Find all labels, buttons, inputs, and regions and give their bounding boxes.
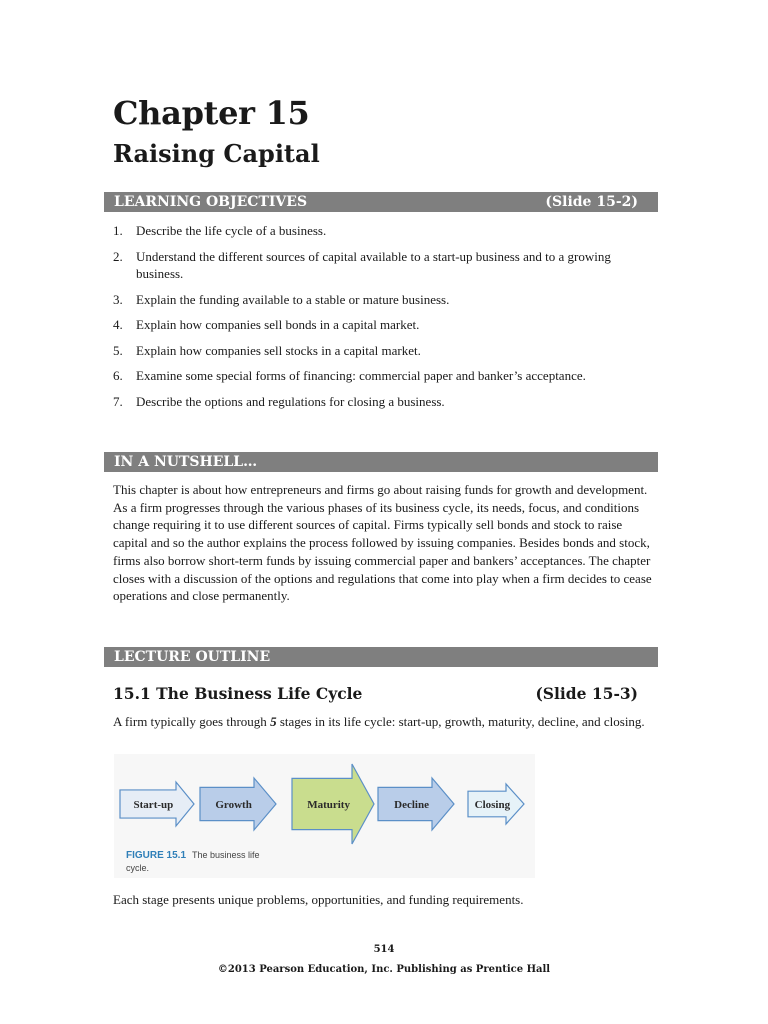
figure-caption <box>126 849 276 874</box>
section-heading <box>113 684 638 703</box>
copyright-notice: ©2013 Pearson Education, Inc. Publishing as Prentice Hall <box>217 964 551 975</box>
figure-caption-text: The business life cycle. <box>126 850 260 873</box>
section-slide-ref: (Slide 15-3) <box>535 684 638 703</box>
nutshell-paragraph: This chapter is about how entrepreneurs and firms go about raising funds for growth and development. As a firm progresses through the various phases of its business cycle, its needs, focus, and conditions change requiring it to use different sources of capital. Firms typically sell bonds and stock to raise capital and so the author explains the process followed by issuing companies. Besides bonds and stock, firms also borrow short-term funds by issuing commercial paper and bankers’ acceptances. The chapter closes with a discussion of the options and regulations that come into play when a firm decides to cease operations and close permanently. <box>113 482 652 604</box>
objective-item <box>113 367 653 385</box>
learning-objectives-list <box>113 222 653 418</box>
stage-label: Maturity <box>307 799 350 811</box>
learning-objectives-slide-ref: (Slide 15-2) <box>545 194 638 210</box>
section-title: 15.1 The Business Life Cycle <box>113 684 363 703</box>
learning-objectives-bar <box>104 192 658 212</box>
intro-text-start: A firm typically goes through <box>113 714 271 729</box>
objective-item <box>113 342 653 360</box>
nutshell-heading: IN A NUTSHELL… <box>114 454 258 470</box>
objective-text: Understand the different sources of capital available to a start-up business and to a growing business. <box>136 248 611 281</box>
life-cycle-figure <box>114 754 535 878</box>
stage-label: Growth <box>215 799 252 811</box>
page-number: 514 <box>373 944 395 955</box>
stage-label: Closing <box>474 799 511 811</box>
objective-text: Describe the life cycle of a business. <box>136 223 327 238</box>
objective-text: Explain the funding available to a stable or mature business. <box>136 291 450 307</box>
objective-number: 6. <box>113 368 123 383</box>
objective-number: 1. <box>113 223 123 238</box>
figure-number: FIGURE 15.1 <box>126 850 187 861</box>
objective-text: Describe the options and regulations for closing a business. <box>136 393 445 409</box>
intro-text-end: stages in its life cycle: start-up, growth, maturity, decline, and closing. <box>276 714 645 729</box>
learning-objectives-heading: LEARNING OBJECTIVES <box>114 194 308 210</box>
objective-text: Examine some special forms of financing: commercial paper and banker’s acceptance. <box>136 368 586 383</box>
intro-stage-count: 5 <box>270 714 277 729</box>
objective-item <box>113 248 653 283</box>
objective-number: 4. <box>113 317 123 332</box>
stages-closing-sentence: Each stage presents unique problems, opportunities, and funding requirements. <box>113 892 524 907</box>
objective-item <box>113 393 653 411</box>
objective-item <box>113 222 653 240</box>
lecture-outline-bar <box>104 647 658 667</box>
life-cycle-intro <box>113 713 655 731</box>
stage-label: Decline <box>394 799 430 811</box>
nutshell-bar <box>104 452 658 472</box>
chapter-subtitle: Raising Capital <box>113 139 320 168</box>
objective-number: 3. <box>113 291 123 307</box>
objective-text: Explain how companies sell stocks in a capital market. <box>136 342 421 358</box>
lecture-outline-heading: LECTURE OUTLINE <box>114 649 271 665</box>
objective-item <box>113 316 653 334</box>
objective-number: 2. <box>113 248 123 264</box>
stage-label: Start-up <box>133 799 174 811</box>
objective-number: 5. <box>113 342 123 358</box>
objective-text: Explain how companies sell bonds in a capital market. <box>136 317 420 332</box>
chapter-title: Chapter 15 <box>113 94 310 132</box>
objective-number: 7. <box>113 393 123 409</box>
objective-item <box>113 291 653 309</box>
